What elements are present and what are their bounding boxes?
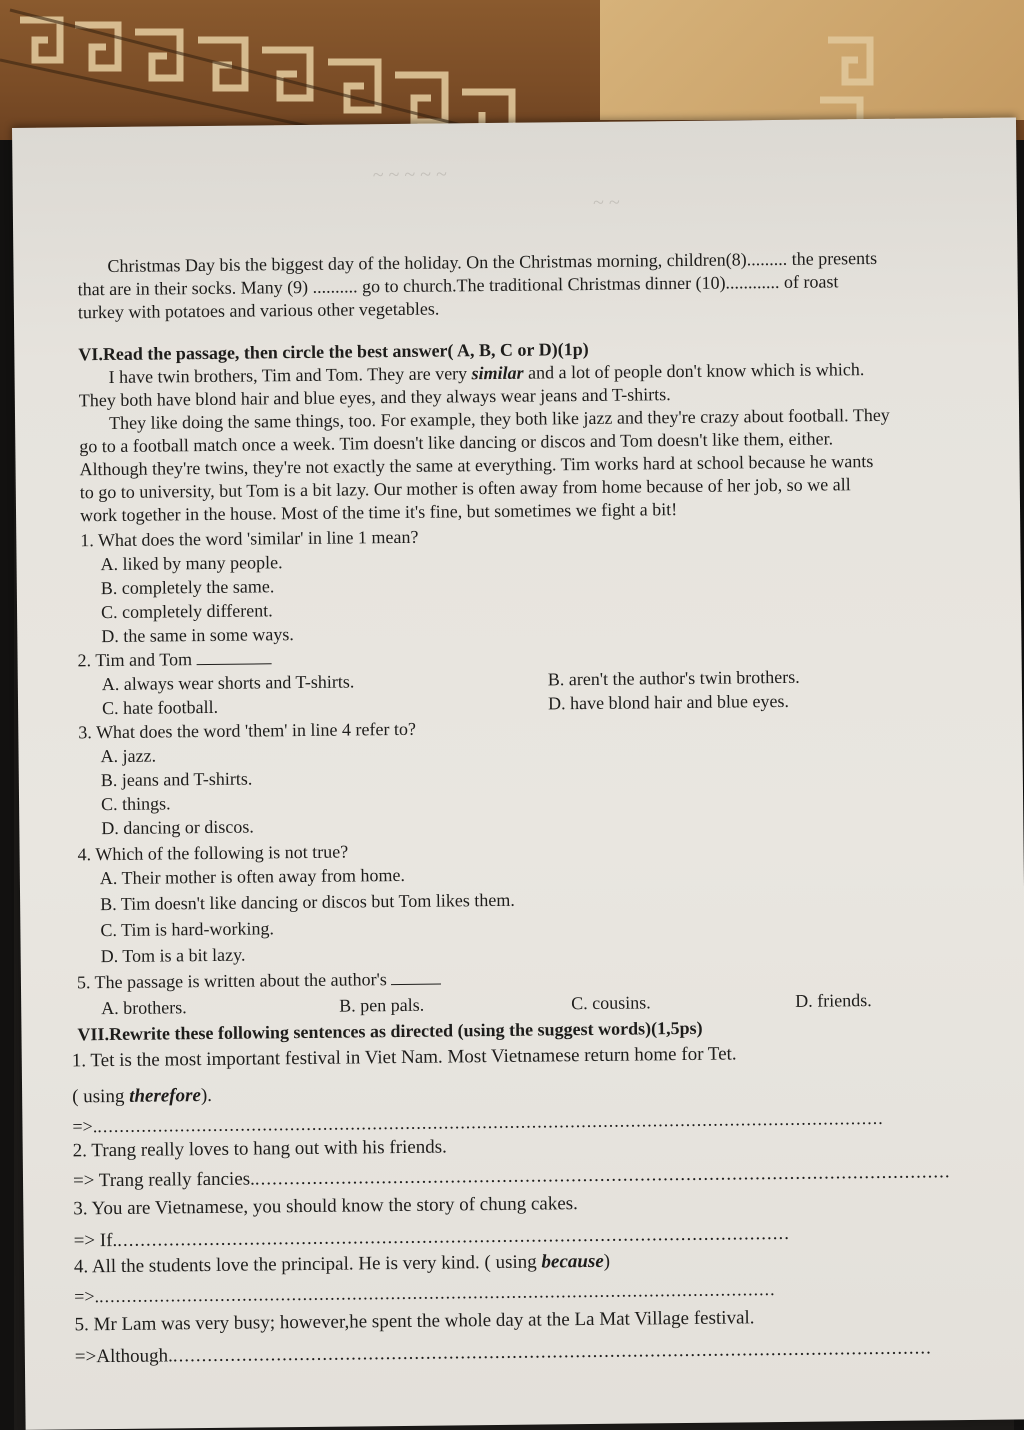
question-5-stem — [77, 968, 442, 995]
question-4-stem: 4. Which of the following is not true? — [77, 841, 349, 865]
answer-blank[interactable] — [196, 649, 271, 665]
rewrite-2-answer-line[interactable] — [73, 1160, 951, 1192]
question-5-text: 5. The passage is written about the author's — [76, 969, 387, 993]
reading-paragraph-2-line-3: Although they're twins, they're not exactly the same at everything. Tim works hard at school because he wants — [79, 450, 874, 480]
question-2-text: 2. Tim and Tom — [77, 649, 193, 671]
hint-text: ( using — [72, 1085, 130, 1108]
hint-keyword: because — [541, 1250, 604, 1273]
hint-keyword: therefore — [129, 1085, 202, 1107]
reading-text: I have twin brothers, Tim and Tom. They are very — [108, 363, 472, 388]
reading-paragraph-2-line-2: go to a football match once a week. Tim doesn't like dancing or discos and Tom doesn't like them, either. — [79, 428, 834, 457]
question-2-option-c[interactable]: C. hate football. — [101, 696, 219, 719]
passage-v-line-3: turkey with potatoes and various other vegetables. — [77, 298, 440, 323]
answer-prefix: =>. — [72, 1116, 98, 1137]
bleed-through-text: ~ ~ ~ ~ ~ — [372, 163, 447, 187]
dotted-answer-line[interactable]: ..................................................................................................................... — [117, 1222, 791, 1251]
question-5-option-d[interactable]: D. friends. — [795, 990, 872, 1011]
question-1-option-d[interactable]: D. the same in some ways. — [101, 624, 294, 647]
worksheet-paper — [12, 117, 1024, 1429]
sentence-text: ) — [603, 1250, 611, 1272]
rewrite-4-sentence — [74, 1250, 610, 1279]
hint-text: ). — [200, 1084, 213, 1107]
question-4-option-d[interactable]: D. Tom is a bit lazy. — [100, 944, 246, 967]
question-2-option-d[interactable]: D. have blond hair and blue eyes. — [547, 690, 790, 714]
question-4-option-b[interactable]: B. Tim doesn't like dancing or discos but Tom likes them. — [100, 889, 515, 915]
dotted-answer-line[interactable]: ............................................................................................................................................... — [97, 1107, 884, 1137]
question-1-option-c[interactable]: C. completely different. — [100, 600, 273, 623]
section-vi-heading: VI.Read the passage, then circle the best answer( A, B, C or D)(1p) — [78, 338, 589, 365]
question-5-option-c[interactable]: C. cousins. — [571, 992, 651, 1014]
dotted-answer-line[interactable]: .................................................................................................................................... — [172, 1337, 932, 1367]
dotted-answer-line[interactable]: ........................................................................................................................... — [98, 1279, 776, 1307]
answer-prefix: => If. — [73, 1229, 118, 1252]
sentence-text: 4. All the students love the principal. He is very kind. ( using — [73, 1251, 542, 1278]
question-2-stem — [77, 647, 271, 672]
rewrite-1-sentence: 1. Tet is the most important festival in Viet Nam. Most Vietnamese return home for Tet. — [71, 1043, 737, 1072]
answer-prefix: =>. — [74, 1286, 100, 1307]
section-vii-heading: VII.Rewrite these following sentences as directed (using the suggest words)(1,5ps) — [77, 1017, 703, 1045]
bleed-through-text: ~ ~ — [592, 191, 620, 214]
question-1-option-b[interactable]: B. completely the same. — [100, 576, 275, 599]
rewrite-1-answer-line[interactable] — [72, 1107, 884, 1138]
question-1-stem: 1. What does the word 'similar' in line 1 mean? — [80, 526, 419, 551]
question-4-option-c[interactable]: C. Tim is hard-working. — [100, 918, 275, 941]
question-3-stem: 3. What does the word 'them' in line 4 refer to? — [78, 718, 416, 743]
question-3-option-c[interactable]: C. things. — [100, 793, 171, 815]
reading-paragraph-2-line-4: to go to university, but Tom is a bit lazy. Our mother is often away from home because of her job, so we all — [79, 474, 851, 503]
question-3-option-b[interactable]: B. jeans and T-shirts. — [100, 768, 253, 791]
rewrite-4-answer-line[interactable] — [74, 1278, 776, 1308]
worksheet-content — [69, 246, 1009, 1368]
question-3-option-d[interactable]: D. dancing or discos. — [101, 816, 254, 839]
question-4-option-a[interactable]: A. Their mother is often away from home. — [99, 864, 406, 889]
question-3-option-a[interactable]: A. jazz. — [100, 745, 157, 767]
question-5-option-a[interactable]: A. brothers. — [101, 997, 187, 1019]
photo-edge-left — [0, 140, 14, 1430]
rewrite-5-sentence: 5. Mr Lam was very busy; however,he spent the whole day at the La Mat Village festival. — [74, 1307, 755, 1336]
dotted-answer-line[interactable]: ......................................................................................................................... — [254, 1161, 951, 1190]
passage-v-line-2: that are in their socks. Many (9) .......... go to church.The traditional Christmas dinner (10)............ of roast — [77, 271, 839, 300]
rewrite-5-answer-line[interactable] — [75, 1336, 932, 1368]
rewrite-3-sentence: 3. You are Vietnamese, you should know the story of chung cakes. — [73, 1193, 578, 1220]
answer-prefix: => Trang really fancies. — [72, 1168, 255, 1192]
answer-blank[interactable] — [391, 970, 441, 986]
reading-text: and a lot of people don't know which is which. — [523, 359, 865, 383]
rewrite-3-answer-line[interactable] — [74, 1222, 791, 1253]
question-2-option-b[interactable]: B. aren't the author's twin brothers. — [547, 666, 800, 690]
emphasized-word: similar — [471, 362, 524, 384]
rewrite-1-hint — [72, 1084, 212, 1108]
question-1-option-a[interactable]: A. liked by many people. — [100, 552, 283, 575]
question-5-option-b[interactable]: B. pen pals. — [339, 994, 425, 1016]
rewrite-2-sentence: 2. Trang really loves to hang out with his friends. — [72, 1136, 447, 1162]
answer-prefix: =>Although. — [74, 1345, 173, 1368]
reading-paragraph-2-line-1: They like doing the same things, too. For example, they both like jazz and they're crazy about football. They — [108, 404, 890, 433]
reading-paragraph-2-line-5: work together in the house. Most of the time it's fine, but sometimes we fight a bit! — [79, 499, 678, 526]
reading-paragraph-1-line-2: They both have blond hair and blue eyes, and they always wear jeans and T-shirts. — [78, 384, 671, 411]
passage-v-line-1: Christmas Day bis the biggest day of the holiday. On the Christmas morning, children(8)......... the presents — [107, 247, 878, 277]
question-2-option-a[interactable]: A. always wear shorts and T-shirts. — [101, 671, 355, 695]
